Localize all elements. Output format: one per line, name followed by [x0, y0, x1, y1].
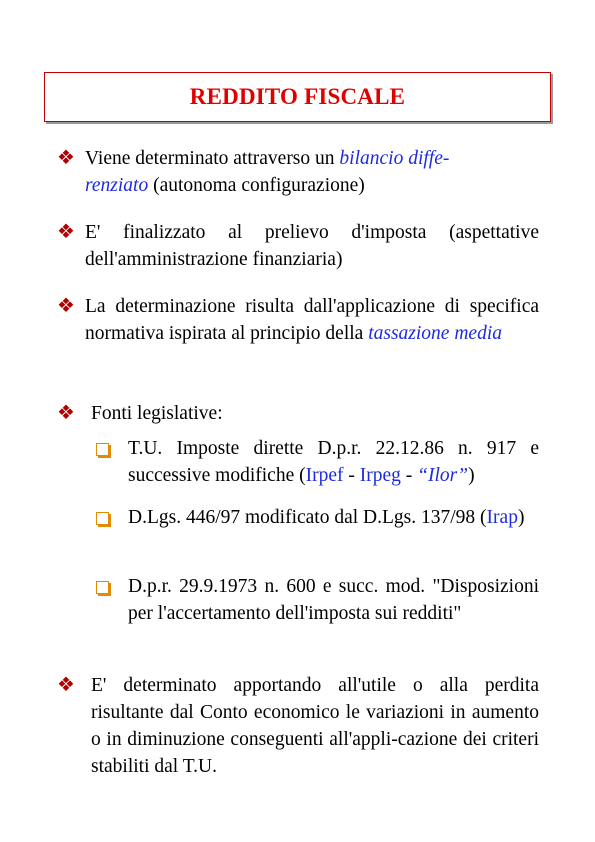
irpef-term: Irpef [305, 465, 344, 486]
source-2-text: D.Lgs. 446/97 modificato dal D.Lgs. 137/98 (Irap) [128, 507, 525, 528]
diamond-bullet-icon: ❖ [57, 221, 75, 243]
bullet-5-text: E' determinato apportando all'utile o alla perdita risultante dal Conto economico le variazioni in aumento o in diminuzione conseguenti all'appli-cazione dei criteri stabiliti dal T.U. [91, 675, 539, 777]
diamond-bullet-icon: ❖ [57, 402, 75, 424]
bilancio-differenziato-term: bilancio diffe- [339, 148, 450, 169]
source-3-text: D.p.r. 29.9.1973 n. 600 e succ. mod. "Disposizioni per l'accertamento dell'imposta sui redditi" [128, 576, 539, 624]
bullet-1-text: Viene determinato attraverso un bilancio diffe- renziato (autonoma configurazione) [85, 148, 450, 196]
irpeg-term: Irpeg [359, 465, 401, 486]
page-title: REDDITO FISCALE [189, 84, 406, 109]
checkbox-bullet-icon [96, 581, 109, 594]
checkbox-bullet-icon [96, 443, 109, 456]
diamond-bullet-icon: ❖ [57, 674, 75, 696]
diamond-bullet-icon: ❖ [57, 295, 75, 317]
checkbox-bullet-icon [96, 512, 109, 525]
ilor-term: “Ilor” [417, 465, 469, 486]
bullet-2-text: E' finalizzato al prelievo d'imposta (aspettative dell'amministrazione finanziaria) [85, 222, 539, 270]
tassazione-media-term: tassazione media [368, 323, 502, 344]
irap-term: Irap [486, 507, 518, 528]
bullet-4-text: Fonti legislative: [91, 403, 223, 424]
source-1-text: T.U. Imposte dirette D.p.r. 22.12.86 n. 917 e successive modifiche (Irpef - Irpeg - “Ilor”) [128, 438, 539, 486]
title-box [44, 72, 551, 122]
diamond-bullet-icon: ❖ [57, 147, 75, 169]
bullet-3-text: La determinazione risulta dall'applicazione di specifica normativa ispirata al principio della tassazione media [85, 296, 539, 344]
